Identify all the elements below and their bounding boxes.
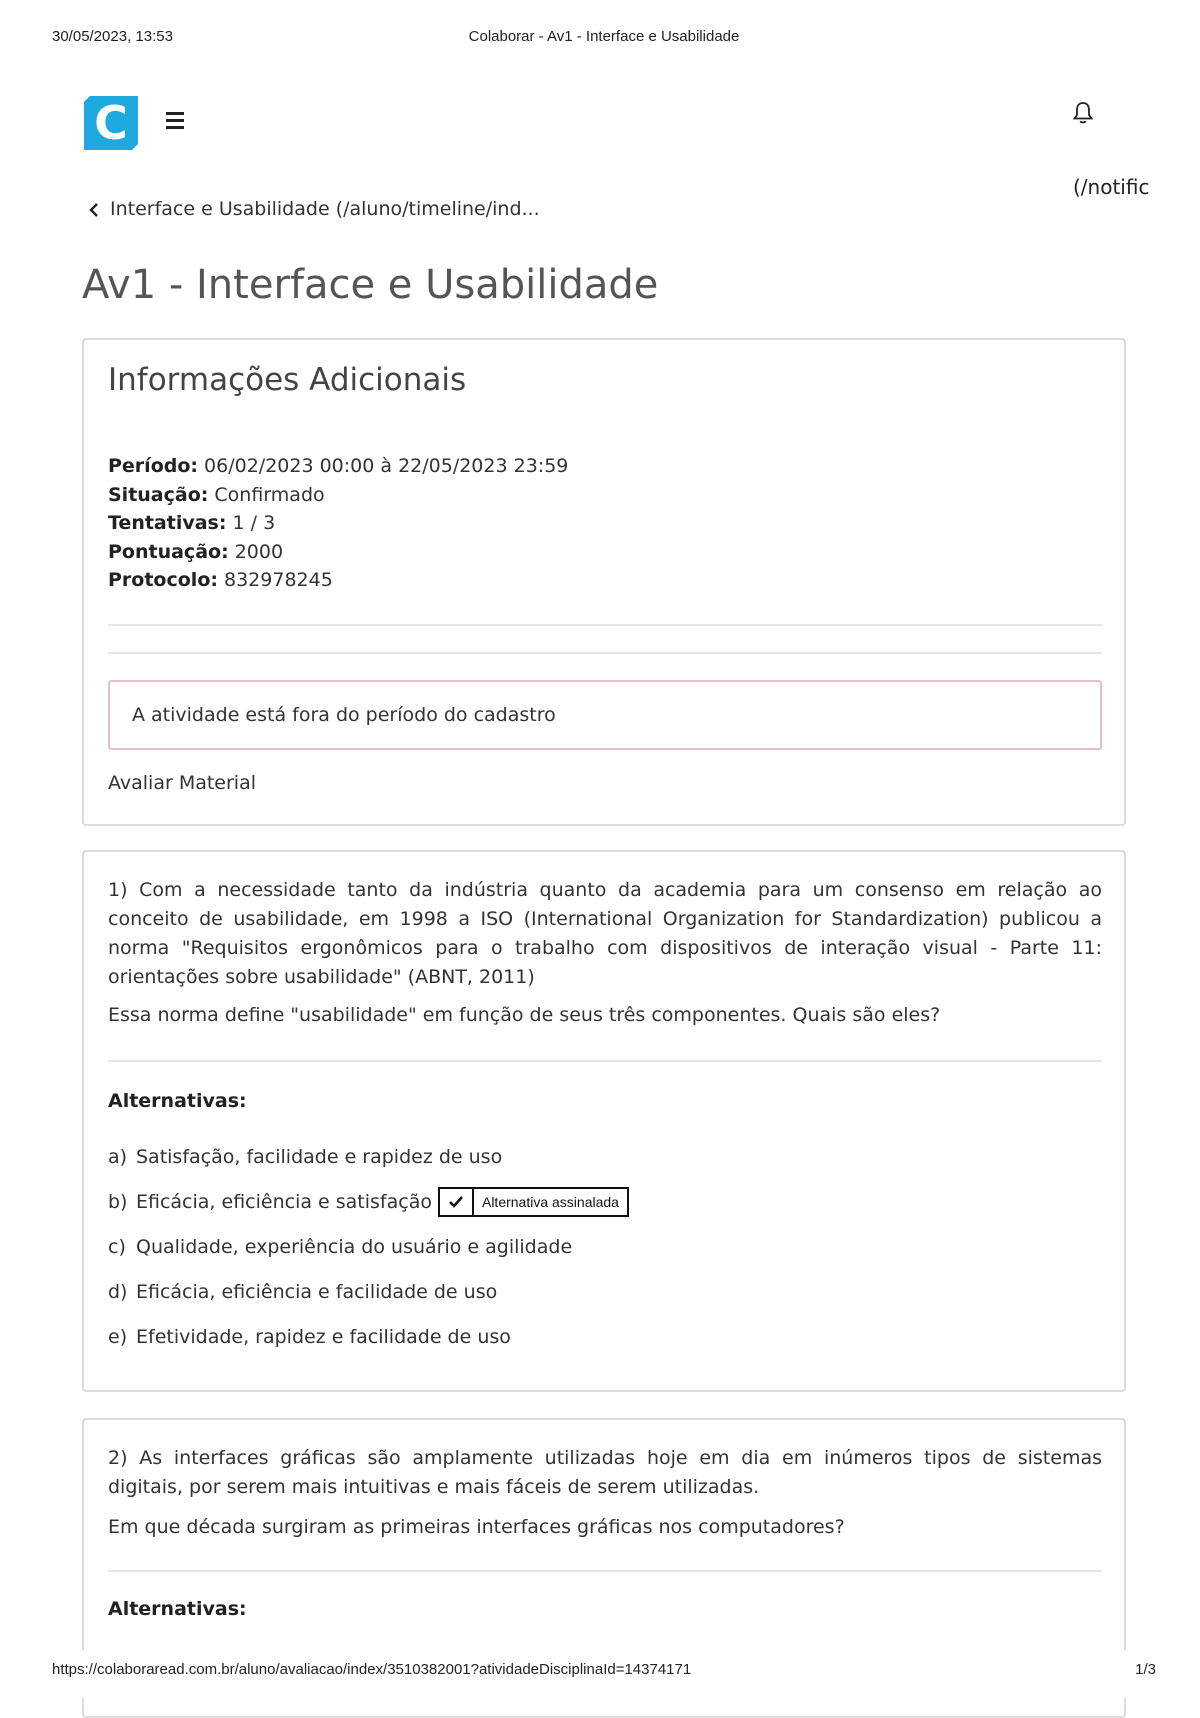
question-text: 2) As interfaces gráficas são amplamente utilizadas hoje em dia em inúmeros tipos de sistemas digitais, por serem mais intuitivas e mais fáceis de serem utilizadas. (108, 1447, 1102, 1498)
print-datetime: 30/05/2023, 13:53 (52, 28, 173, 45)
alternative-a[interactable]: a) Satisfação, facilidade e rapidez de uso (108, 1145, 503, 1168)
divider (108, 624, 1102, 626)
divider (108, 1060, 1102, 1062)
print-header (52, 28, 1156, 48)
checkmark-icon (440, 1189, 474, 1215)
info-title: Informações Adicionais (108, 362, 467, 398)
chevron-left-icon (88, 201, 100, 217)
hamburger-menu-icon[interactable] (164, 108, 190, 132)
info-row-situacao: Situação: Confirmado (108, 483, 325, 506)
rate-material-link[interactable]: Avaliar Material (108, 772, 257, 794)
info-row-pontuacao: Pontuação: 2000 (108, 540, 284, 563)
notifications-link[interactable]: (/notific (1073, 175, 1150, 199)
question-prompt: Essa norma define "usabilidade" em função de seus três componentes. Quais são eles? (108, 1004, 941, 1026)
breadcrumb-link[interactable]: Interface e Usabilidade (/aluno/timeline/ind... (110, 198, 540, 220)
alternatives-heading: Alternativas: (108, 1090, 247, 1112)
question-prompt: Em que década surgiram as primeiras interfaces gráficas nos computadores? (108, 1516, 845, 1538)
info-row-protocolo: Protocolo: 832978245 (108, 569, 333, 591)
info-row-periodo: Período: 06/02/2023 00:00 à 22/05/2023 23:59 (108, 455, 569, 477)
divider (108, 652, 1102, 654)
logo-icon[interactable] (82, 94, 140, 152)
question-text: 1) Com a necessidade tanto da indústria quanto da academia para um consenso em relação ao conceito de usabilidade, em 1998 a ISO (International Organization for Standardization) publicou a norma "Requisitos ergonômicos para o trabalho com dispositivos de interação visual - Parte 11: orientações sobre usabilidade" (ABNT, 2011) (108, 879, 1102, 988)
print-footer (52, 1661, 1156, 1681)
print-url: https://colaboraread.com.br/aluno/avaliacao/index/3510382001?atividadeDisciplinaId=14374171 (52, 1661, 692, 1678)
info-list (108, 452, 568, 595)
alternative-e[interactable]: e) Efetividade, rapidez e facilidade de uso (108, 1325, 511, 1348)
question-card-1 (82, 850, 1126, 1392)
breadcrumb[interactable] (88, 198, 540, 220)
svg-text:C: C (94, 96, 128, 150)
alternative-b[interactable]: b) Eficácia, eficiência e satisfação Alternativa assinalada (108, 1179, 1102, 1224)
alternatives-list (108, 1134, 1102, 1359)
alternatives-heading: Alternativas: (108, 1598, 247, 1620)
period-alert: A atividade está fora do período do cadastro (108, 680, 1102, 750)
print-page-number: 1/3 (1135, 1661, 1156, 1678)
selected-answer-badge: Alternativa assinalada (438, 1187, 629, 1217)
info-card (82, 338, 1126, 826)
print-title: Colaborar - Av1 - Interface e Usabilidade (468, 28, 740, 45)
divider (108, 1570, 1102, 1572)
bell-icon[interactable] (1071, 100, 1095, 126)
alternative-d[interactable]: d) Eficácia, eficiência e facilidade de uso (108, 1280, 498, 1303)
alternative-c[interactable]: c) Qualidade, experiência do usuário e agilidade (108, 1235, 573, 1258)
page-title: Av1 - Interface e Usabilidade (82, 262, 659, 308)
info-row-tentativas: Tentativas: 1 / 3 (108, 512, 276, 534)
